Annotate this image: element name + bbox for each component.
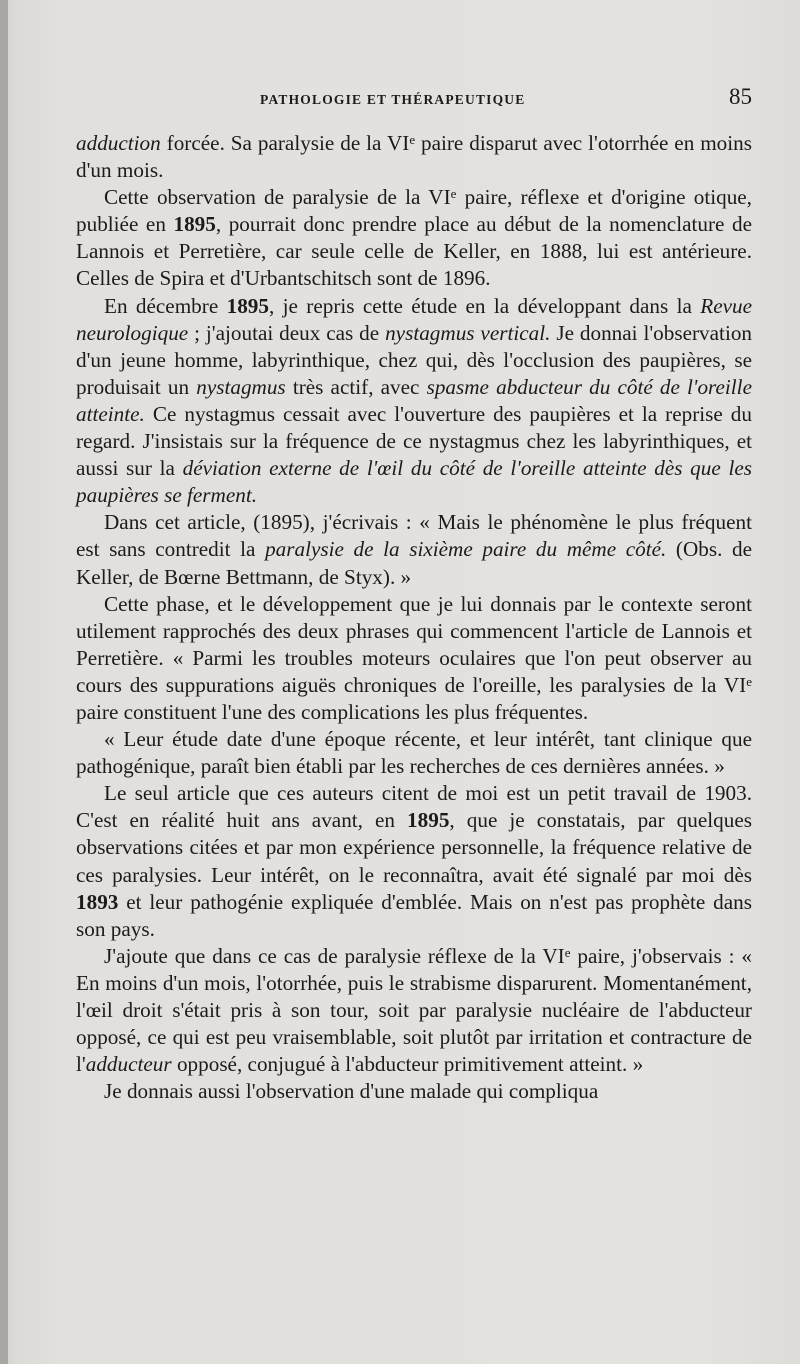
italic-phrase: déviation externe de l'œil du côté de l'oreille atteinte dès que les paupières se ferment. bbox=[76, 456, 752, 508]
paragraph-9: Je donnais aussi l'observation d'une malade qui compliqua bbox=[104, 1079, 599, 1104]
page-header bbox=[76, 84, 752, 114]
page-number: 85 bbox=[729, 84, 752, 109]
bold-year: 1895 bbox=[173, 212, 216, 237]
bold-year: 1893 bbox=[76, 889, 119, 914]
italic-term: adduction bbox=[76, 131, 161, 155]
paragraph-8: J'ajoute que dans ce cas de paralysie réflexe de la VIe paire, j'observais : « En moins d'un mois, l'otorrhée, puis le strabisme disparurent. Momentanément, l'œil droit s'était pris à son tour, soit par paralysie nucléaire de l'abducteur opposé, ce qui est peu vraisemblable, soit plutôt par irritation et contracture de l'adducteur opposé, conjugué à l'abducteur primitivement atteint. » bbox=[76, 943, 752, 1077]
italic-phrase: spasme abducteur du côté de l'oreille atteinte. bbox=[76, 374, 752, 426]
paragraph-4: Dans cet article, (1895), j'écrivais : « Mais le phénomène le plus fréquent est sans contredit la paralysie de la sixième paire du même côté. (Obs. de Keller, de Bœrne Bettmann, de Styx). » bbox=[76, 510, 753, 589]
superscript: e bbox=[746, 673, 752, 689]
page-spine-shadow bbox=[0, 0, 8, 1364]
bold-year: 1895 bbox=[226, 293, 269, 318]
italic-term: nystagmus bbox=[196, 374, 286, 399]
body-text bbox=[76, 130, 752, 1105]
paragraph-2: Cette observation de paralysie de la VIe paire, réflexe et d'origine otique, publiée en 1895, pourrait donc prendre place au début de la nomenclature de Lannois et Perretière, car seule celle de Keller, en 1888, lui est antérieure. Celles de Spira et d'Urbantschitsch sont de 1896. bbox=[76, 185, 752, 291]
running-title: PATHOLOGIE ET THÉRAPEUTIQUE bbox=[260, 92, 526, 107]
italic-term: adducteur bbox=[85, 1052, 172, 1077]
bold-year: 1895 bbox=[407, 808, 450, 833]
journal-title: Revue neurologique bbox=[76, 293, 752, 345]
italic-term: nystagmus vertical. bbox=[385, 320, 551, 345]
paragraph-1: adduction forcée. Sa paralysie de la VIe paire disparut avec l'otorrhée en moins d'un mois. bbox=[76, 131, 753, 183]
superscript: e bbox=[564, 944, 571, 960]
paragraph-7: Le seul article que ces auteurs citent de moi est un petit travail de 1903. C'est en réalité huit ans avant, en 1895, que je constatais, par quelques observations citées et par mon expérience personnelle, la fréquence relative de ces paralysies. Leur intérêt, on le reconnaîtra, avait été signalé par moi dès 1893 et leur pathogénie expliquée d'emblée. Mais on n'est pas prophète dans son pays. bbox=[76, 781, 752, 941]
superscript: e bbox=[409, 132, 416, 147]
paragraph-5: Cette phase, et le développement que je lui donnais par le contexte seront utilement rapprochés des deux phrases qui commencent l'article de Lannois et Perretière. « Parmi les troubles moteurs oculaires que l'on peut observer au cours des suppurations aiguës chroniques de l'oreille, les paralysies de la VIe paire constituent l'une des complications les plus fréquentes. bbox=[76, 591, 752, 724]
paragraph-3: En décembre 1895, je repris cette étude en la développant dans la Revue neurologique ; j'ajoutai deux cas de nystagmus vertical. Je donnai l'observation d'un jeune homme, labyrinthique, chez qui, dès l'occlusion des paupières, se produisait un nystagmus très actif, avec spasme abducteur du côté de l'oreille atteinte. Ce nystagmus cessait avec l'ouverture des paupières et la reprise du regard. J'insistais sur la fréquence de ce nystagmus chez les labyrinthiques, et aussi sur la déviation externe de l'œil du côté de l'oreille atteinte dès que les paupières se ferment. bbox=[76, 293, 753, 508]
superscript: e bbox=[450, 186, 457, 202]
paragraph-6: « Leur étude date d'une époque récente, et leur intérêt, tant clinique que pathogénique, paraît bien établi par les recherches de ces dernières années. » bbox=[76, 727, 752, 779]
italic-phrase: paralysie de la sixième paire du même côté. bbox=[265, 537, 667, 562]
